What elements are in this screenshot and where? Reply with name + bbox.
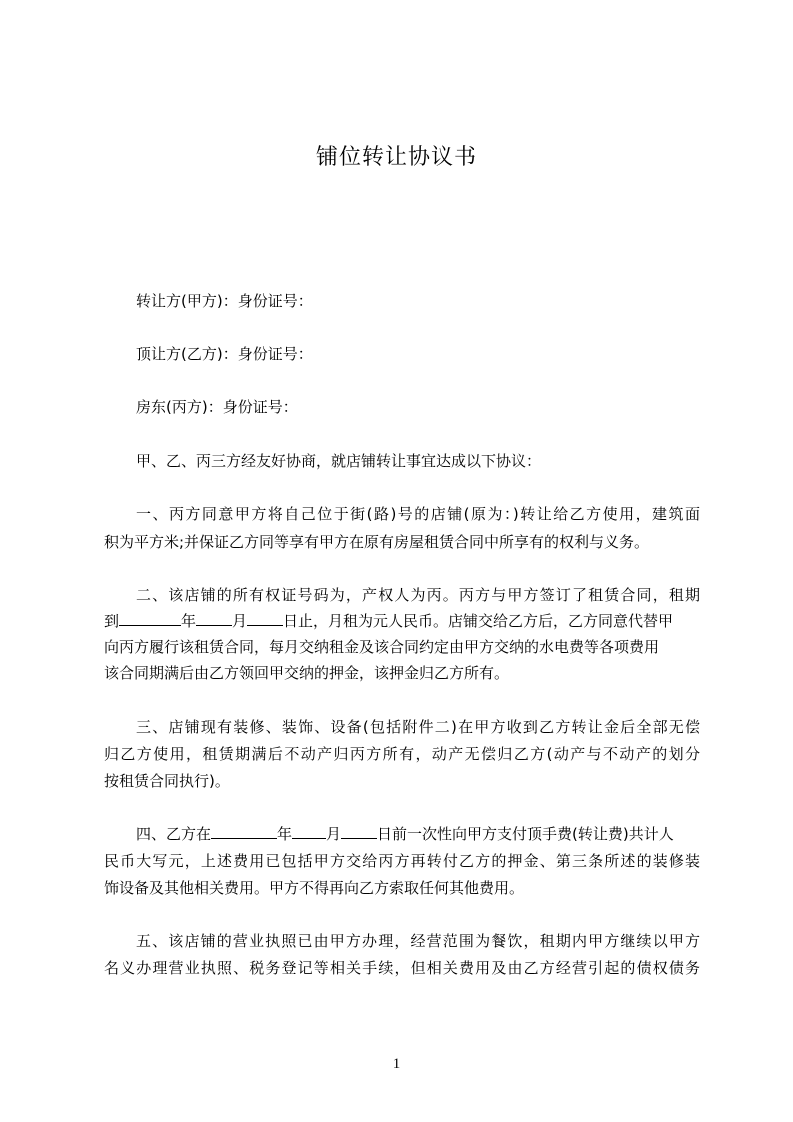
clause4-line1	[136, 824, 700, 844]
blank-year-field	[211, 824, 277, 839]
clause1-line2: 积为平方米;并保证乙方同等享有甲方在原有房屋租赁合同中所享有的权利与义务。	[104, 533, 650, 551]
clause5-line2: 名义办理营业执照、税务登记等相关手续，但相关费用及由乙方经营引起的债权债务	[104, 959, 700, 977]
clause3-line3: 按租赁合同执行)。	[104, 772, 230, 790]
clause2-text-year: 年	[181, 612, 197, 630]
clause3-line1: 三、店铺现有装修、装饰、设备(包括附件二)在甲方收到乙方转让金后全部无偿	[136, 718, 700, 736]
clause1-line1: 一、丙方同意甲方将自己位于街(路)号的店铺(原为：)转让给乙方使用，建筑面	[136, 505, 700, 523]
clause2-line2	[104, 611, 700, 631]
blank-month-field	[196, 611, 232, 626]
clause4-line3: 饰设备及其他相关费用。甲方不得再向乙方索取任何其他费用。	[104, 879, 525, 897]
clause4-text-month: 月	[326, 825, 342, 843]
clause3-line2: 归乙方使用，租赁期满后不动产归丙方所有，动产无偿归乙方(动产与不动产的划分	[104, 745, 700, 763]
clause4-text-start: 四、乙方在	[136, 825, 212, 843]
clause2-line1: 二、该店铺的所有权证号码为，产权人为丙。丙方与甲方签订了租赁合同，租期	[136, 586, 700, 604]
page-number: 1	[392, 1056, 401, 1072]
clause2-text-to: 到	[104, 612, 120, 630]
clause4-line2: 民币大写元，上述费用已包括甲方交给丙方再转付乙方的押金、第三条所述的装修装	[104, 852, 700, 870]
party-transferor: 转让方(甲方)：身份证号：	[136, 292, 313, 310]
clause2-text-month: 月	[232, 612, 248, 630]
blank-month-field	[292, 824, 326, 839]
party-landlord: 房东(丙方)：身份证号：	[136, 398, 298, 416]
document-title: 铺位转让协议书	[315, 145, 477, 170]
clause4-text-year: 年	[277, 825, 293, 843]
blank-day-field	[341, 824, 377, 839]
blank-day-field	[247, 611, 283, 626]
intro-paragraph: 甲、乙、丙三方经友好协商，就店铺转让事宜达成以下协议：	[136, 452, 542, 470]
clause4-text-rest: 日前一次性向甲方支付顶手费(转让费)共计人	[377, 825, 674, 843]
clause2-line4: 该合同期满后由乙方领回甲交纳的押金，该押金归乙方所有。	[104, 664, 510, 682]
clause2-line3: 向丙方履行该租赁合同，每月交纳租金及该合同约定由甲方交纳的水电费等各项费用	[104, 638, 660, 656]
clause2-text-rest: 日止，月租为元人民币。店铺交给乙方后，乙方同意代替甲	[283, 612, 674, 630]
party-transferee: 顶让方(乙方)：身份证号：	[136, 345, 313, 363]
clause5-line1: 五、该店铺的营业执照已由甲方办理，经营范围为餐饮，租期内甲方继续以甲方	[136, 932, 700, 950]
blank-year-field	[119, 611, 181, 626]
